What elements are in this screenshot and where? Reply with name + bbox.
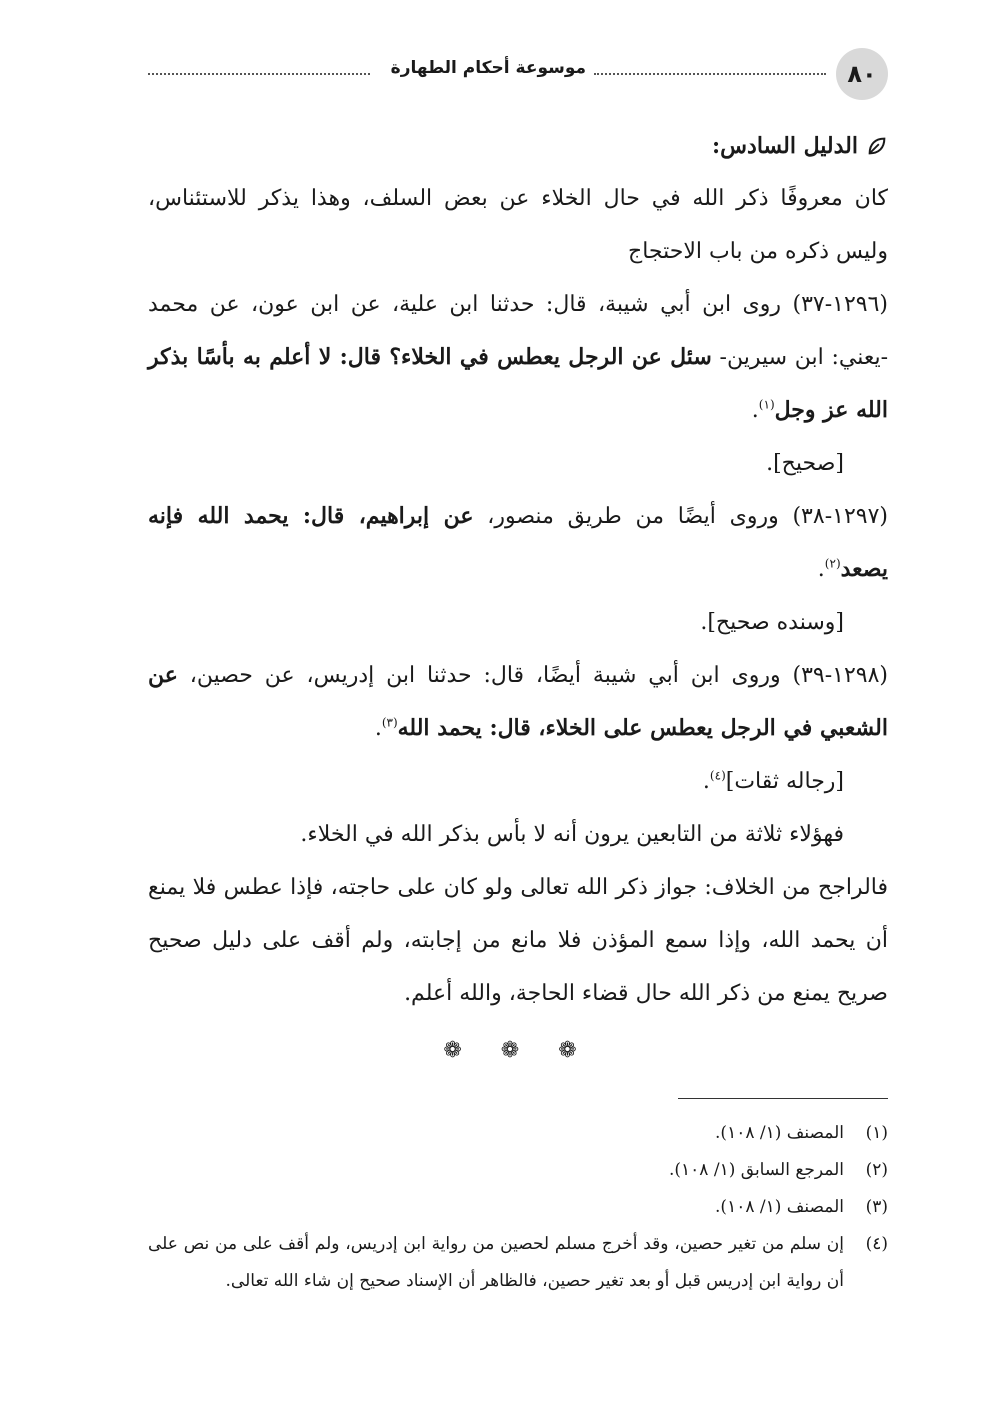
footnote-text: المصنف (١/ ١٠٨). (715, 1123, 844, 1143)
narration-1296-end: . (751, 398, 759, 423)
grade-1297: [وسنده صحيح]. (700, 610, 844, 635)
narration-1297-end: . (817, 557, 825, 582)
footnote-item (148, 1189, 888, 1226)
narration-1296 (148, 278, 888, 437)
footnotes (148, 1115, 888, 1300)
footnote-item (148, 1152, 888, 1189)
footnote-number: (٣) (865, 1197, 888, 1217)
footnote-divider (678, 1098, 888, 1099)
narration-1297 (148, 490, 888, 596)
narration-1298-end: . (374, 716, 382, 741)
narration-1296-text: سئل عن الرجل يعطس في الخلاء؟ قال: لا أعلم به بأسًا بذكر الله عز وجل (148, 344, 888, 423)
narration-1296-chain: (١٢٩٦-٣٧) روى ابن أبي شيبة، قال: حدثنا ابن علية، عن ابن عون، عن محمد -يعني: ابن سيرين- (148, 292, 888, 370)
narration-1298-text: عن الشعبي في الرجل يعطس على الخلاء، قال: يحمد الله (148, 662, 888, 741)
section-heading-text: الدليل السادس: (712, 133, 858, 159)
section-heading (148, 120, 888, 172)
narration-1298-chain: (١٢٩٨-٣٩) وروى ابن أبي شيبة أيضًا، قال: حدثنا ابن إدريس، عن حصين، (177, 663, 888, 688)
footnote-text: المصنف (١/ ١٠٨). (715, 1197, 844, 1217)
footnote-ref-2[interactable]: (٢) (824, 556, 841, 571)
footnote-ref-1[interactable]: (١) (758, 397, 775, 412)
paragraph-conclusion: فالراجح من الخلاف: جواز ذكر الله تعالى ولو كان على حاجته، فإذا عطس فلا يمنع أن يحمد الله، وإذا سمع المؤذن فلا مانع من إجابته، ولم أقف على دليل صحيح صريح يمنع من ذكر الله حال قضاء الحاجة، والله أعلم. (148, 875, 888, 1006)
grade-1298 (148, 755, 888, 808)
narration-1297-chain: (١٢٩٧-٣٨) وروى أيضًا من طريق منصور، (473, 504, 888, 529)
header-dotted-rule-right (594, 73, 826, 75)
main-text (148, 120, 888, 1075)
grade-1298-end: . (702, 769, 710, 794)
narration-1298 (148, 649, 888, 755)
page-header (148, 46, 888, 102)
footnote-number: (٤) (865, 1234, 888, 1254)
book-title: موسوعة أحكام الطهارة (390, 58, 586, 78)
footnote-text: المرجع السابق (١/ ١٠٨). (669, 1160, 844, 1180)
header-dotted-rule-left (148, 73, 370, 75)
paragraph-summary: فهؤلاء ثلاثة من التابعين يرون أنه لا بأس بذكر الله في الخلاء. (300, 822, 844, 847)
page-number: ٨٠ (836, 48, 888, 100)
footnote-item (148, 1115, 888, 1152)
footnote-item (148, 1226, 888, 1300)
footnote-ref-3[interactable]: (٣) (381, 715, 398, 730)
footnote-number: (٢) (865, 1160, 888, 1180)
grade-1296: [صحيح]. (766, 451, 844, 476)
footnote-text: إن سلم من تغير حصين، وقد أخرج مسلم لحصين من رواية ابن إدريس، ولم أقف على من نص على أن رواية ابن إدريس قبل أو بعد تغير حصين، فالظاهر أن الإسناد صحيح إن شاء الله تعالى. (148, 1234, 844, 1291)
grade-1298-text: [رجاله ثقات] (725, 769, 844, 794)
footnote-number: (١) (865, 1123, 888, 1143)
footnote-ref-4[interactable]: (٤) (709, 768, 726, 783)
paragraph-intro: كان معروفًا ذكر الله في حال الخلاء عن بعض السلف، وهذا يذكر للاستئناس، وليس ذكره من باب الاحتجاج (148, 186, 888, 264)
leaf-ornament-icon (866, 135, 888, 157)
narration-1297-text: عن إبراهيم، قال: يحمد الله فإنه يصعد (148, 503, 888, 582)
section-end-ornament: ❁ ❁ ❁ (443, 1038, 593, 1063)
